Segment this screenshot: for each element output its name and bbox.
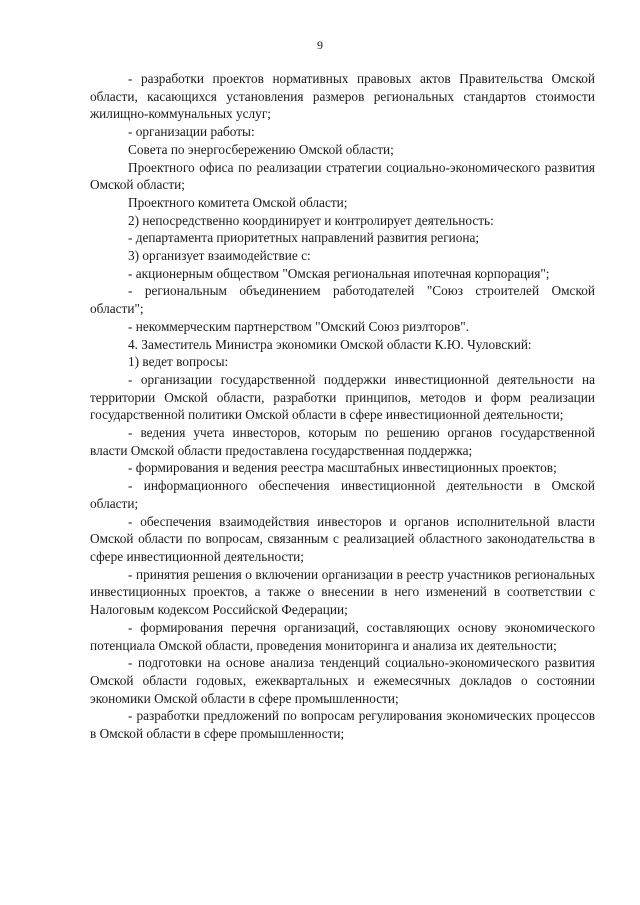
paragraph: 2) непосредственно координирует и контролирует деятельность: (128, 212, 494, 228)
paragraph: 3) организует взаимодействие с: (128, 248, 311, 264)
paragraph: - подготовки на основе анализа тенденций социально-экономического развития Омской области годовых, ежеквартальных и ежемесячных докладов о состоянии экономики Омской области в сфере промышленности; (90, 655, 595, 706)
paragraph: - ведения учета инвесторов, которым по решению органов государственной власти Омской области предоставлена государственная поддержка; (90, 425, 595, 458)
paragraph: - акционерным обществом "Омская региональная ипотечная корпорация"; (128, 265, 550, 281)
paragraph: 4. Заместитель Министра экономики Омской области К.Ю. Чуловский: (128, 336, 532, 352)
paragraph: - разработки предложений по вопросам регулирования экономических процессов в Омской области в сфере промышленности; (90, 708, 595, 742)
page-number: 9 (317, 38, 323, 52)
paragraph: - региональным объединением работодателей "Союз строителей Омской области"; (90, 283, 595, 317)
paragraph: - организации государственной поддержки инвестиционной деятельности на территории Омской области, разработки принципов, методов и форм реализации государственной политики Омской области в сфере инвестиционной деятельности; (90, 371, 595, 423)
document-body (90, 70, 595, 743)
paragraph: - информационного обеспечения инвестиционной деятельности в Омской области; (90, 478, 595, 511)
paragraph: 1) ведет вопросы: (128, 354, 229, 370)
paragraph: Проектного офиса по реализации стратегии социально-экономического развития Омской области; (90, 159, 595, 193)
paragraph: Совета по энергосбережению Омской области; (128, 141, 394, 157)
paragraph: - формирования перечня организаций, составляющих основу экономического потенциала Омской области, проведения мониторинга и анализа их деятельности; (90, 619, 595, 653)
paragraph: Проектного комитета Омской области; (128, 194, 348, 210)
paragraph: - принятия решения о включении организации в реестр участников региональных инвестиционных проектов, а также о внесении в него изменений в соответствии с Налоговым кодексом Российской Федерации; (90, 566, 595, 618)
paragraph: - формирования и ведения реестра масштабных инвестиционных проектов; (128, 460, 557, 476)
paragraph: - некоммерческим партнерством "Омский Союз риэлторов". (128, 318, 470, 334)
paragraph: - организации работы: (128, 124, 255, 140)
paragraph: - департамента приоритетных направлений развития региона; (128, 230, 480, 246)
paragraph: - обеспечения взаимодействия инвесторов и органов исполнительной власти Омской области по вопросам, связанным с реализацией областного законодательства в сфере инвестиционной деятельности; (90, 513, 595, 564)
paragraph: - разработки проектов нормативных правовых актов Правительства Омской области, касающихся установления размеров региональных стандартов стоимости жилищно-коммунальных услуг; (90, 71, 595, 122)
